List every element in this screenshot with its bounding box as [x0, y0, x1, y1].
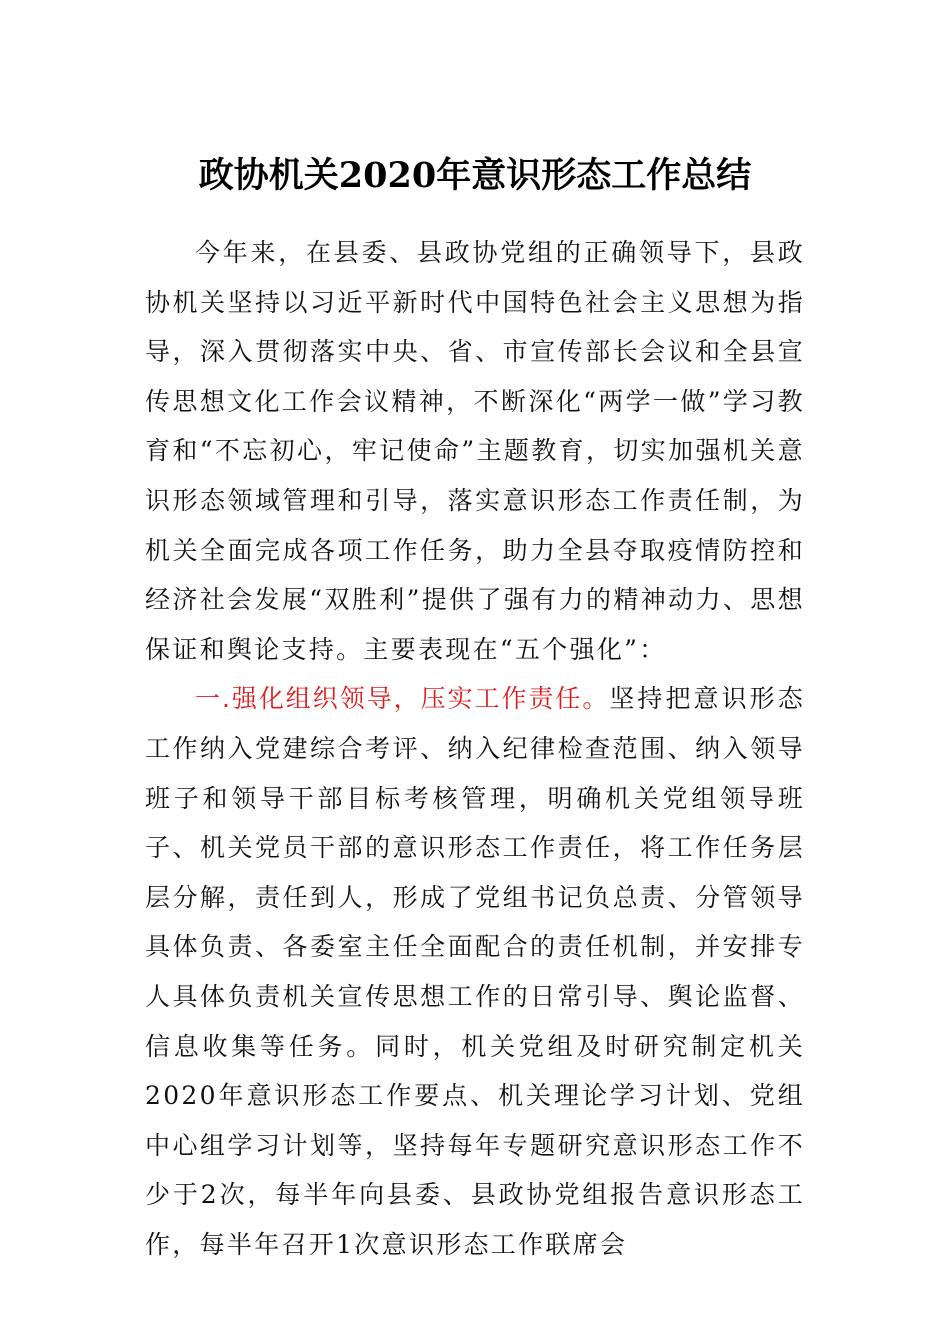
intro-paragraph: 今年来，在县委、县政协党组的正确领导下，县政协机关坚持以习近平新时代中国特色社会主义思想为指导，深入贯彻落实中央、省、市宣传部长会议和全县宣传思想文化工作会议精神，不断深化“两学一做”学习教育和“不忘初心，牢记使命”主题教育，切实加强机关意识形态领域管理和引导，落实意识形态工作责任制，为机关全面完成各项工作任务，助力全县夺取疫情防控和经济社会发展“双胜利”提供了强有力的精神动力、思想保证和舆论支持。主要表现在“五个强化”：: [145, 238, 805, 664]
section-1-heading: 一.强化组织领导，压实工作责任。: [195, 684, 610, 714]
document-body: [145, 228, 805, 1269]
section-1-paragraph: [145, 674, 805, 1269]
section-1-text: 坚持把意识形态工作纳入党建综合考评、纳入纪律检查范围、纳入领导班子和领导干部目标考核管理，明确机关党组领导班子、机关党员干部的意识形态工作责任，将工作任务层层分解，责任到人，形成了党组书记负总责、分管领导具体负责、各委室主任全面配合的责任机制，并安排专人具体负责机关宣传思想工作的日常引导、舆论监督、信息收集等任务。同时，机关党组及时研究制定机关2020年意识形态工作要点、机关理论学习计划、党组中心组学习计划等，坚持每年专题研究意识形态工作不少于2次，每半年向县委、县政协党组报告意识形态工作，每半年召开1次意识形态工作联席会: [145, 684, 805, 1259]
document-title: 政协机关2020年意识形态工作总结: [198, 155, 752, 196]
